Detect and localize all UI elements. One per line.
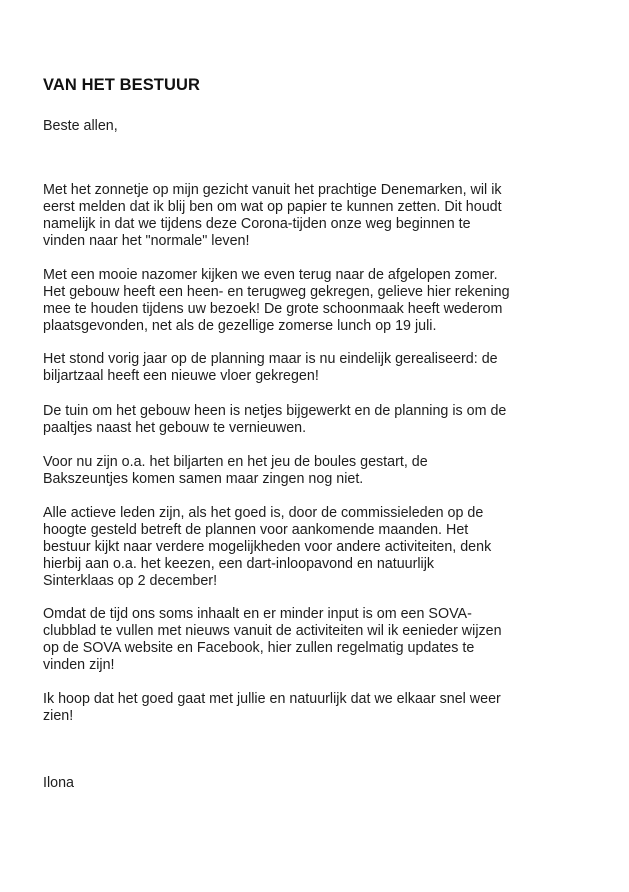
text-line: Voor nu zijn o.a. het biljarten en het jeu de boules gestart, de <box>43 454 428 470</box>
paragraph-activities-started <box>43 454 428 488</box>
text-line: Sinterklaas op 2 december! <box>43 572 218 589</box>
text-line: biljartzaal heeft een nieuwe vloer gekregen! <box>43 367 319 384</box>
text-line: Omdat de tijd ons soms inhaalt en er minder input is om een SOVA- <box>43 606 472 622</box>
paragraph-website-facebook <box>43 606 502 674</box>
text-line: Met een mooie nazomer kijken we even terug naar de afgelopen zomer. <box>43 267 498 283</box>
paragraph-garden <box>43 403 506 437</box>
signature: Ilona <box>43 775 75 791</box>
text-line: Met het zonnetje op mijn gezicht vanuit het prachtige Denemarken, wil ik <box>43 182 502 198</box>
text-line: mee te houden tijdens uw bezoek! De grote schoonmaak heeft wederom <box>43 300 503 317</box>
text-line: vinden zijn! <box>43 656 115 673</box>
paragraph-closing <box>43 691 501 725</box>
text-line: Alle actieve leden zijn, als het goed is, door de commissieleden op de <box>43 505 484 521</box>
text-line: clubblad te vullen met nieuws vanuit de activiteiten wil ik eenieder wijzen <box>43 622 502 639</box>
text-line: Bakszeuntjes komen samen maar zingen nog niet. <box>43 470 364 487</box>
paragraph-billiard-floor <box>43 351 498 385</box>
text-line: bestuur kijkt naar verdere mogelijkheden voor andere activiteiten, denk <box>43 538 492 555</box>
text-line: Ik hoop dat het goed gaat met jullie en natuurlijk dat we elkaar snel weer <box>43 691 501 707</box>
greeting: Beste allen, <box>43 118 118 134</box>
text-line: zien! <box>43 707 74 724</box>
text-line: hierbij aan o.a. het keezen, een dart-inloopavond en natuurlijk <box>43 555 435 572</box>
document-title: VAN HET BESTUUR <box>43 76 201 94</box>
text-line: namelijk in dat we tijdens deze Corona-tijden onze weg beginnen te <box>43 215 471 232</box>
text-line: Het stond vorig jaar op de planning maar is nu eindelijk gerealiseerd: de <box>43 351 498 367</box>
text-line: op de SOVA website en Facebook, hier zullen regelmatig updates te <box>43 639 475 656</box>
paragraph-summer <box>43 267 510 335</box>
paragraph-plans <box>43 505 491 590</box>
text-line: eerst melden dat ik blij ben om wat op papier te kunnen zetten. Dit houdt <box>43 198 502 215</box>
text-line: paaltjes naast het gebouw te vernieuwen. <box>43 419 307 436</box>
text-line: Het gebouw heeft een heen- en terugweg gekregen, gelieve hier rekening <box>43 283 510 300</box>
text-line: De tuin om het gebouw heen is netjes bijgewerkt en de planning is om de <box>43 403 507 419</box>
paragraph-intro <box>43 182 502 250</box>
text-line: vinden naar het "normale" leven! <box>43 232 250 249</box>
text-line: plaatsgevonden, net als de gezellige zomerse lunch op 19 juli. <box>43 317 437 334</box>
text-line: hoogte gesteld betreft de plannen voor aankomende maanden. Het <box>43 521 469 538</box>
